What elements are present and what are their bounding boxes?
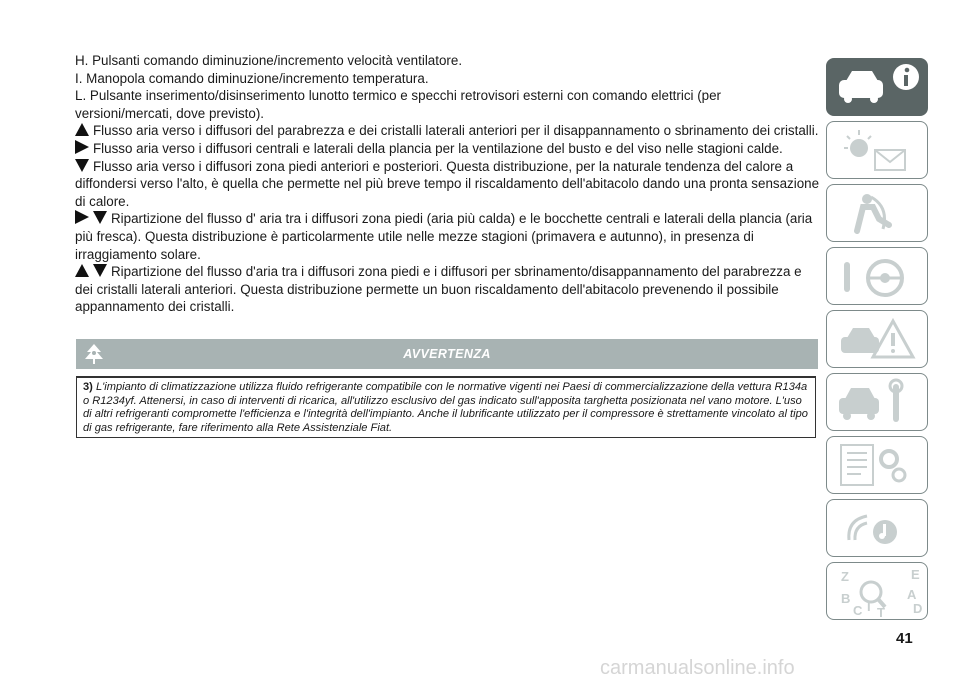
- emergency-icon: [827, 311, 929, 369]
- mode-windshield-feet: [75, 263, 820, 316]
- index-icon: [827, 563, 929, 621]
- index-letter-B: B: [841, 591, 851, 606]
- index-letter-E: E: [911, 567, 920, 582]
- index-letter-I: I: [867, 599, 871, 614]
- tab-emergency[interactable]: [826, 310, 928, 368]
- mode-feet: [75, 158, 820, 211]
- mode-face-feet: [75, 210, 820, 263]
- arrow-up-icon: [75, 123, 89, 136]
- mode-windshield-text: Flusso aria verso i diffusori del parabrezza e dei cristalli laterali anteriori per il disappannamento o sbrinamento dei cristalli.: [93, 123, 819, 139]
- page-number: 41: [896, 630, 913, 647]
- multimedia-icon: [827, 500, 929, 558]
- car-info-icon: [827, 59, 929, 117]
- arrow-right-icon: [75, 210, 89, 224]
- lights-icon: [827, 122, 929, 180]
- arrow-up-icon: [75, 264, 89, 277]
- mode-face: [75, 140, 820, 158]
- index-letter-C: C: [853, 603, 863, 618]
- technical-data-icon: [827, 437, 929, 495]
- paragraph-h: H. Pulsanti comando diminuzione/incremento velocità ventilatore.: [75, 53, 463, 68]
- tab-technical-data[interactable]: [826, 436, 928, 494]
- driving-icon: [827, 248, 929, 306]
- footer-watermark: carmanualsonline.info: [600, 657, 795, 679]
- index-letter-T: T: [877, 605, 885, 620]
- body-text: [75, 52, 820, 316]
- mode-windshield-feet-text: Ripartizione del flusso d'aria tra i diffusori zona piedi e i diffusori per sbrinamento/disappannamento del parabrezza e dei cristalli laterali anteriori. Questa distribuzione permette un buon riscaldamento dell'abitacolo prevenendo il possibile appannamento dei cristalli.: [75, 264, 802, 315]
- mode-windshield: [75, 122, 820, 140]
- mode-feet-text: Flusso aria verso i diffusori zona piedi anteriori e posteriori. Questa distribuzione, per la naturale tendenza del calore a diffondersi verso l'alto, è quella che permette nel più breve tempo il riscaldamento dell'abitacolo dando una pronta sensazione di calore.: [75, 158, 820, 209]
- arrow-down-icon: [93, 264, 107, 277]
- warning-number: 3): [83, 381, 93, 393]
- safety-icon: [827, 185, 929, 243]
- mode-face-feet-text: Ripartizione del flusso d' aria tra i diffusori zona piedi (aria più calda) e le bocchette centrali e laterali della plancia (aria più fresca). Questa distribuzione è particolarmente utile nelle mezze stagioni (primavera e autunno), in presenza di irraggiamento solare.: [75, 211, 813, 262]
- warning-box: [76, 376, 816, 438]
- warning-text: L'impianto di climatizzazione utilizza fluido refrigerante compatibile con le normative vigenti nei Paesi di commercializzazione della vettura R134a o R1234yf. Attenersi, in caso di interventi di ricarica, all'utilizzo esclusivo del gas indicato sull'apposita targhetta posizionata nel vano motore. L'uso di altri refrigeranti compromette l'efficienza e l'integrità dell'impianto. Anche il lubrificante utilizzato per il compressore è strettamente vincolato al tipo di gas refrigerante, fare riferimento alla Rete Assistenziale Fiat.: [83, 381, 808, 434]
- maintenance-icon: [827, 374, 929, 432]
- index-letter-D: D: [913, 601, 923, 616]
- arrow-down-icon: [75, 159, 89, 172]
- tab-car-info[interactable]: [826, 58, 928, 116]
- tab-lights[interactable]: [826, 121, 928, 179]
- arrow-down-icon: [93, 211, 107, 224]
- tab-safety[interactable]: [826, 184, 928, 242]
- tab-maintenance[interactable]: [826, 373, 928, 431]
- arrow-right-icon: [75, 140, 89, 154]
- paragraph-i: I. Manopola comando diminuzione/incremento temperatura.: [75, 70, 429, 86]
- tab-multimedia[interactable]: [826, 499, 928, 557]
- paragraph-l: L. Pulsante inserimento/disinserimento lunotto termico e specchi retrovisori esterni con comando elettrici (per versioni/mercati, dove previsto).: [75, 88, 722, 121]
- tab-index[interactable]: [826, 562, 928, 620]
- mode-face-text: Flusso aria verso i diffusori centrali e laterali della plancia per la ventilazione del busto e del viso nelle stagioni calde.: [93, 140, 783, 156]
- warning-header: [76, 339, 818, 369]
- tab-driving[interactable]: [826, 247, 928, 305]
- index-letter-Z: Z: [841, 569, 849, 584]
- index-letter-A: A: [907, 587, 917, 602]
- warning-title: AVVERTENZA: [403, 347, 491, 361]
